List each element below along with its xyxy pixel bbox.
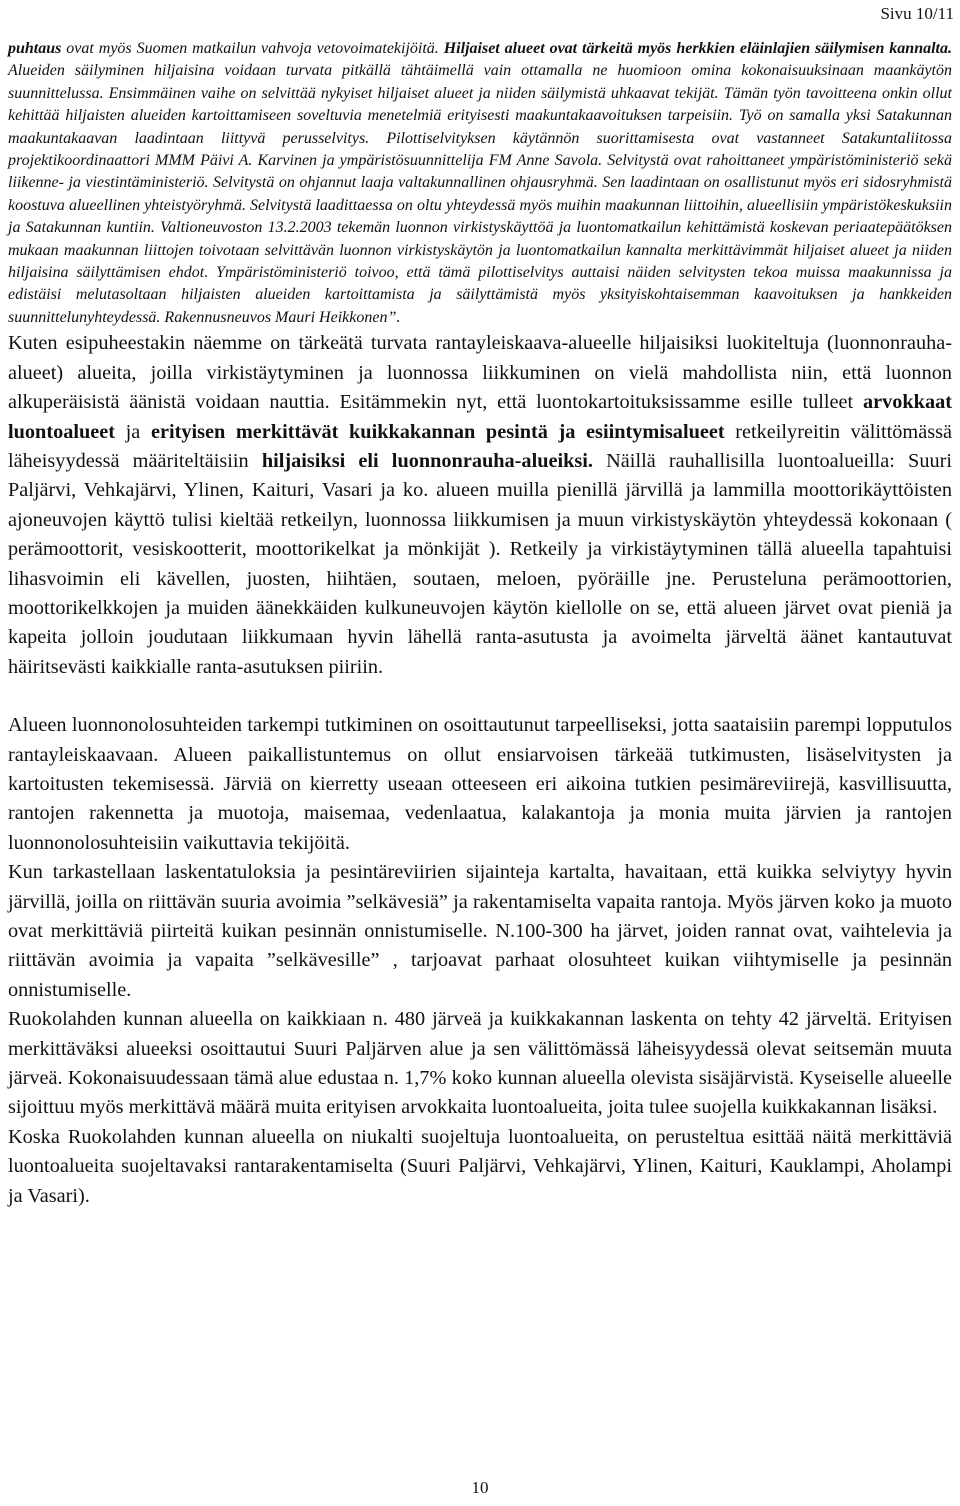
paragraph-lakes: Ruokolahden kunnan alueella on kaikkiaan n. 480 järveä ja kuikkakannan laskenta on tehty 42 järveltä. Erityisen merkittäväksi alueeksi osoittautui Suuri Paljärven alue ja sen välittömässä läheisyydessä olevat seitsemän muuta järveä. Kokonaisuudessaan tämä alue edustaa n. 1,7% koko kunnan alueella olevista sisäjärvistä. Kyseiselle alueelle sijoittuu myös merkittävä määrä muita erityisen arvokkaita luontoalueita, joita tulee suojella kuikkakannan lisäksi. (8, 1008, 952, 1119)
p1-bold-3: hiljaisiksi eli luonnonrauha-alueiksi. (261, 449, 594, 472)
paragraph-conclusion: Koska Ruokolahden kunnan alueella on niukalti suojeltuja luontoalueita, on perusteltua esittää näitä merkittäviä luontoalueita suojeltavaksi rantarakentamiselta (Suuri Paljärvi, Vehkajärvi, Ylinen, Kaituri, Kauklampi, Aholampi ja Vasari). (8, 1125, 952, 1207)
intro-bold-sentence: Hiljaiset alueet ovat tärkeitä myös herkkien eläinlajien säilymisen kannalta. (443, 40, 952, 57)
page-number: 10 (471, 1478, 489, 1497)
p1-bold-2: erityisen merkittävät kuikkakannan pesintä ja esiintymisalueet (150, 420, 725, 443)
intro-text-1: ovat myös Suomen matkailun vahvoja vetovoimatekijöitä. (61, 40, 444, 57)
paragraph-research: Alueen luonnonolosuhteiden tarkempi tutkiminen on osoittautunut tarpeelliseksi, jotta saataisiin parempi lopputulos rantayleiskaavaan. Alueen paikallistuntemus on ollut ensiarvoisen tärkeää tutkimusten, lisäselvitysten ja kartoitusten tekemisessä. Järviä on kierretty useaan otteeseen eri aikoina tutkien pesimäreviirejä, kasvillisuutta, rantojen rakennetta ja muotoja, maisemaa, vedenlaatua, kalakantoja ja monia muita järvien ja rantojen luonnonolosuhteisiin vaikuttavia tekijöitä. (8, 714, 952, 854)
intro-bold-word: puhtaus (8, 40, 62, 57)
paragraph-findings: Kun tarkastellaan laskentatuloksia ja pesintäreviirien sijainteja kartalta, havaitaan, että kuikka selviytyy hyvin järvillä, joilla on riittävän suuria avoimia ”selkävesiä” ja rakentamiselta vapaita rantoja. Myös järven koko ja muoto ovat merkittäviä piirteitä kuikan pesinnän onnistumiselle. N.100-300 ha järvet, joiden rannat ovat, vaihtelevia ja riittävän avoimia ja vapaita ”selkävesille” , tarjoavat parhaat olosuhteet kuikan viihtymiselle ja pesinnän onnistumiselle. (8, 861, 952, 1001)
paragraph-proposal (8, 329, 952, 682)
document-body (8, 38, 952, 1211)
foreword-quote (8, 38, 952, 329)
p1-text-1: Kuten esipuheestakin näemme on tärkeätä turvata rantayleiskaava-alueelle hiljaisiksi luokiteltuja (luonnonrauha-alueet) alueita, joilla virkistäytyminen ja luonnossa liikkuminen on vielä mahdollista niin, että luonnon alkuperäisistä äänistä voidaan nauttia. Esitämmekin nyt, että luontokartoituksissamme esille tulleet (8, 332, 952, 414)
p1-bold-1: arvokkaat luontoalueet (8, 391, 952, 443)
page-header: Sivu 10/11 (880, 4, 954, 23)
p1-text-4: Näillä rauhallisilla luontoalueilla: Suuri Paljärvi, Vehkajärvi, Ylinen, Kaituri, Vasari ja ko. alueen muilla pienillä järvillä ja lammilla moottorikäyttöisten ajoneuvojen käyttö tulisi kieltää retkeilyn, luonnossa liikkumisen ja muun virkistyskäytön yhteydessä kokonaan ( perämoottorit, vesiskootterit, moottorikelkat ja mönkijät ). Retkeily ja virkistäytyminen tällä alueella tapahtuisi lihasvoimin eli kävellen, juosten, hiihtäen, soutaen, meloen, pyöräille jne. Perusteluna perämoottorien, moottorikelkkojen ja muiden äänekkäiden kulkuneuvojen käytön kiellolle on se, että alueen järvet ovat pieniä ja kapeita jolloin joudutaan liikkumaan hyvin lähellä ranta-asutusta ja avoimelta järveltä äänet kantautuvat häiritsevästi kaikkialle ranta-asutuksen piiriin. (8, 449, 952, 678)
p1-text-2: ja (115, 420, 151, 443)
intro-text-2: Alueiden säilyminen hiljaisina voidaan turvata pitkällä tähtäimellä vain ottamalla ne huomioon omina kokonaisuuksinaan maankäytön suunnittelussa. Ensimmäinen vaihe on selvittää nykyiset hiljaiset alueet ja niiden säilymistä uhkaavat tekijät. Tämän työn tavoitteena onkin ollut kehittää hiljaisten alueiden kartoittamiseen soveltuvia menetelmiä erityisesti maakuntakaavoituksen tarpeisiin. Työ on samalla yksi Satakunnan maakuntakaavan laadintaan liittyvä perusselvitys. Pilottiselvityksen käytännön suorittamisesta ovat vastanneet Satakuntaliitossa projektikoordinaattori MMM Päivi A. Karvinen ja ympäristösuunnittelija FM Anne Savola. Selvitystä ovat rahoittaneet ympäristöministeriö sekä liikenne- ja viestintäministeriö. Selvitystä on ohjannut laaja valtakunnallinen ohjausryhmä. Sen laadintaan on osallistunut myös eri sidosryhmistä koostuva alueellinen yhteistyöryhmä. Selvitystä laadittaessa on oltu yhteydessä myös muihin maakunnan liittoihin, alueellisiin ympäristökeskuksiin ja Satakunnan kuntiin. Valtioneuvoston 13.2.2003 tekemän luonnon virkistyskäyttöä ja luontomatkailun kehittämistä koskevan periaatepäätöksen mukaan maakunnan liittojen toivotaan selvittävän luonnon virkistyskäytön ja luontomatkailun kannalta merkittävimmät hiljaiset alueet ja niiden hiljaisina säilyttämisen ehdot. Ympäristöministeriö toivoo, että tämä pilottiselvitys auttaisi näiden selvitysten tekoa muissa maakunnissa ja edistäisi melutasoltaan hiljaisten alueiden kartoittamista ja säilyttämistä myös yksityiskohtaisemman kaavoituksen ja hankkeiden suunnittelunyhteydessä. Rakennusneuvos Mauri Heikkonen”. (8, 62, 952, 326)
p1-text-3: retkeilyreitin välittömässä läheisyydessä määriteltäisiin (8, 420, 952, 472)
